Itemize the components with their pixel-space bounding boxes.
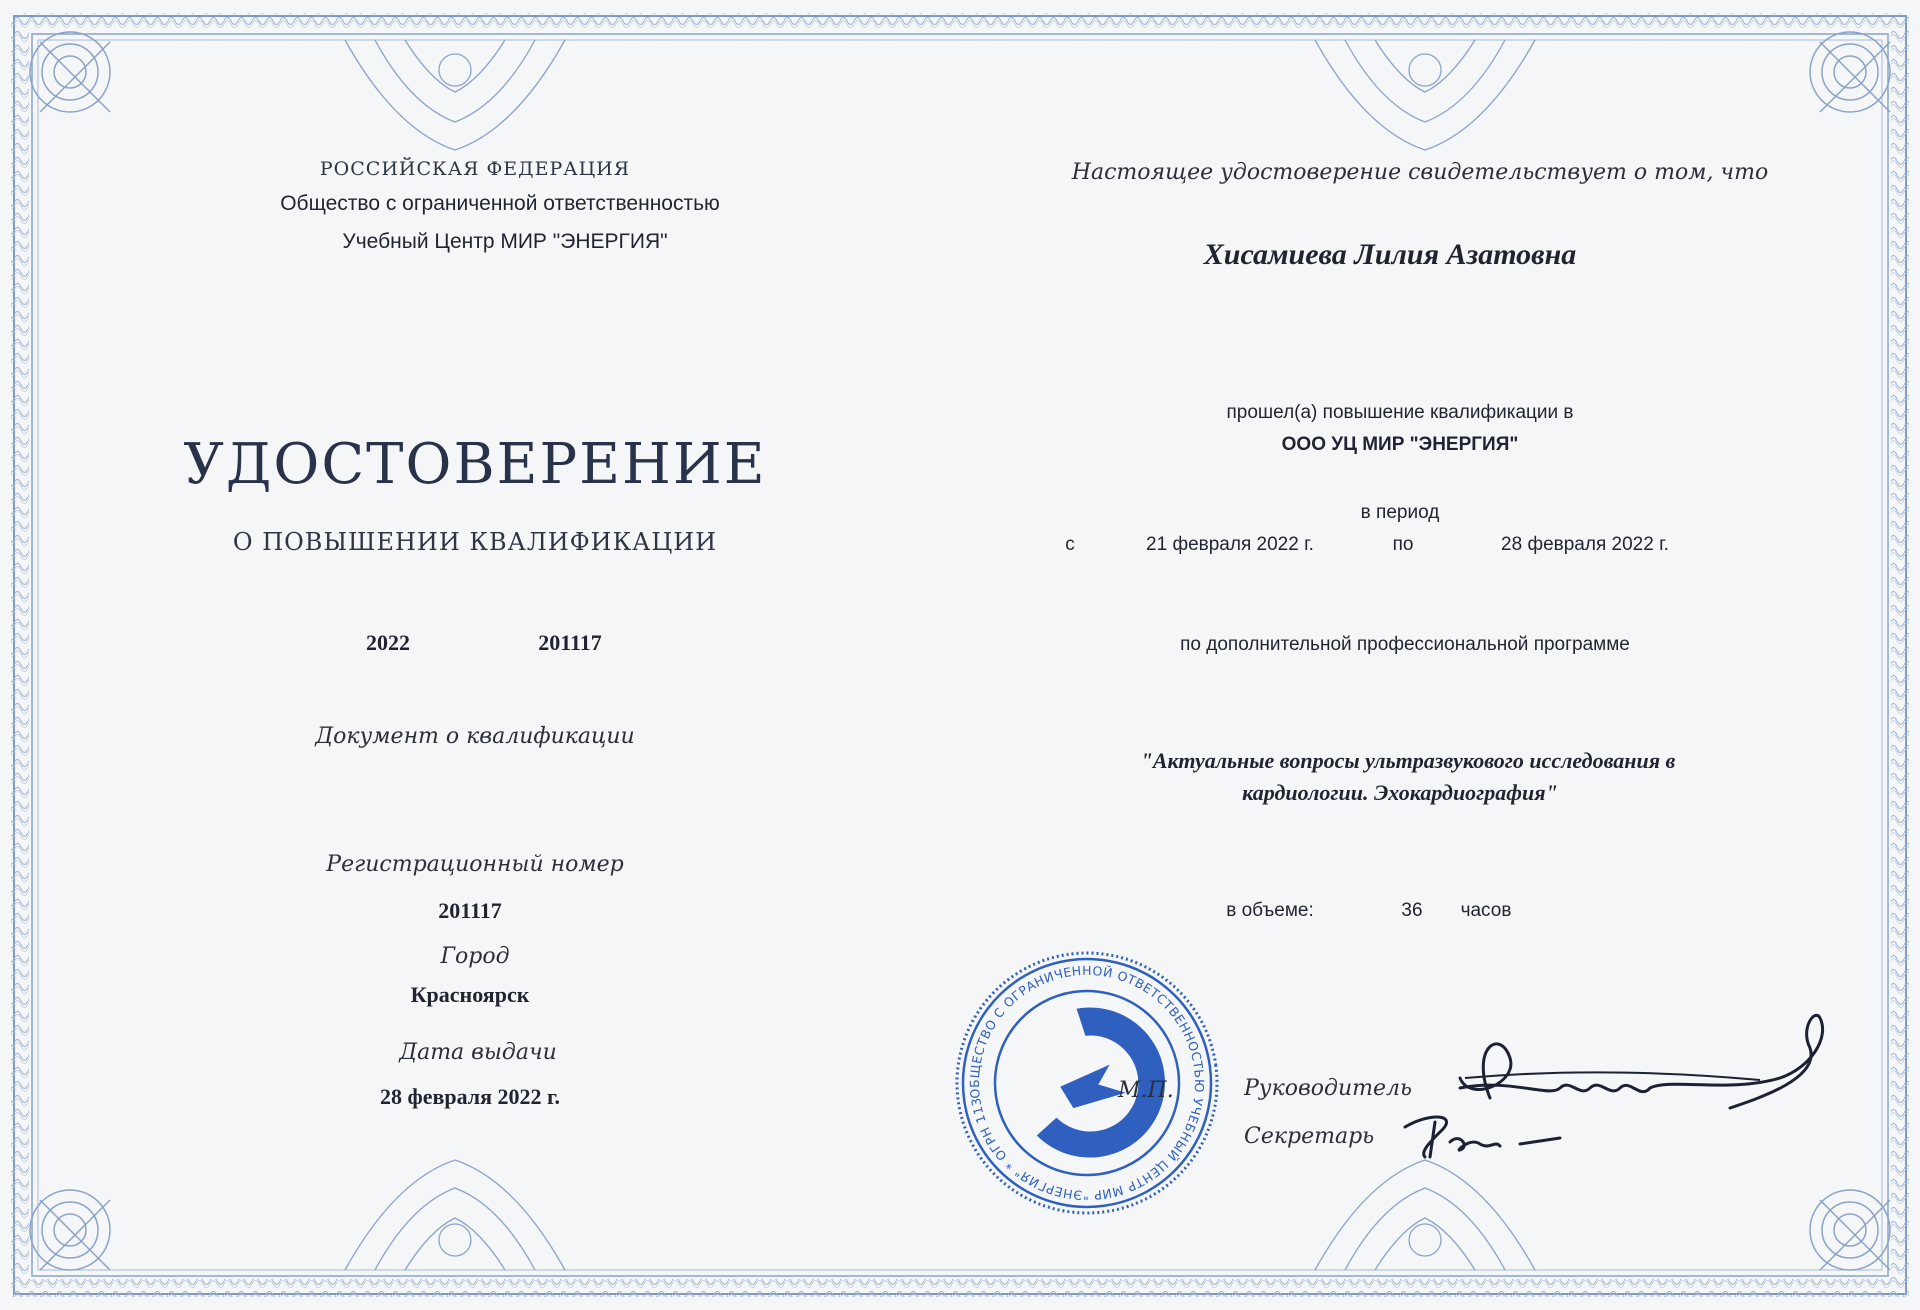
series-year: 2022 bbox=[366, 630, 410, 655]
org-name-line1: Общество с ограниченной ответственностью bbox=[280, 192, 720, 215]
secretary-label: Секретарь bbox=[1244, 1124, 1375, 1149]
program-name-line2: кардиологии. Эхокардиография" bbox=[1242, 780, 1558, 805]
period-label: в период bbox=[1360, 502, 1440, 523]
intro-text: Настоящее удостоверение свидетельствует о том, что bbox=[1071, 160, 1769, 185]
reg-number-value: 201117 bbox=[438, 898, 502, 923]
hours-value: 36 bbox=[1401, 900, 1423, 921]
date-from: 21 февраля 2022 г. bbox=[1146, 534, 1314, 555]
holder-name: Хисамиева Лилия Азатовна bbox=[1203, 238, 1577, 271]
organization-stamp bbox=[952, 948, 1222, 1218]
org-name-line2: Учебный Центр МИР "ЭНЕРГИЯ" bbox=[342, 230, 668, 253]
city-value: Красноярск bbox=[410, 982, 530, 1007]
issue-date-label: Дата выдачи bbox=[399, 1040, 557, 1065]
program-label: по дополнительной профессиональной программе bbox=[1180, 634, 1630, 655]
director-label: Руководитель bbox=[1244, 1076, 1412, 1101]
organization-name: ООО УЦ МИР "ЭНЕРГИЯ" bbox=[1281, 434, 1519, 455]
program-name-line1: "Актуальные вопросы ультразвукового исследования в bbox=[1140, 748, 1676, 773]
document-title: УДОСТОВЕРЕНИЕ bbox=[183, 432, 767, 497]
doc-type-label: Документ о квалификации bbox=[315, 724, 635, 749]
date-to: 28 февраля 2022 г. bbox=[1501, 534, 1669, 555]
volume-label: в объеме: bbox=[1226, 900, 1314, 921]
country-label: РОССИЙСКАЯ ФЕДЕРАЦИЯ bbox=[319, 158, 631, 180]
series-number: 201117 bbox=[538, 630, 602, 655]
to-label: по bbox=[1392, 534, 1414, 555]
stamp-ring-text: ОБЩЕСТВО С ОГРАНИЧЕННОЙ ОТВЕТСТВЕННОСТЬЮ УЧЕБНЫЙ ЦЕНТР МИР "ЭНЕРГИЯ" * ОГРН 1132468035295 bbox=[966, 962, 1208, 1204]
issue-date-value: 28 февраля 2022 г. bbox=[379, 1084, 561, 1109]
city-label: Город bbox=[440, 944, 510, 969]
hours-unit: часов bbox=[1460, 900, 1512, 921]
secretary-signature bbox=[1390, 1102, 1570, 1172]
from-label: с bbox=[1065, 534, 1075, 555]
seal-place-label: М.П. bbox=[1118, 1078, 1174, 1103]
reg-number-label: Регистрационный номер bbox=[326, 852, 624, 877]
document-subtitle: О ПОВЫШЕНИИ КВАЛИФИКАЦИИ bbox=[232, 528, 718, 556]
completed-text: прошел(а) повышение квалификации в bbox=[1226, 402, 1574, 423]
